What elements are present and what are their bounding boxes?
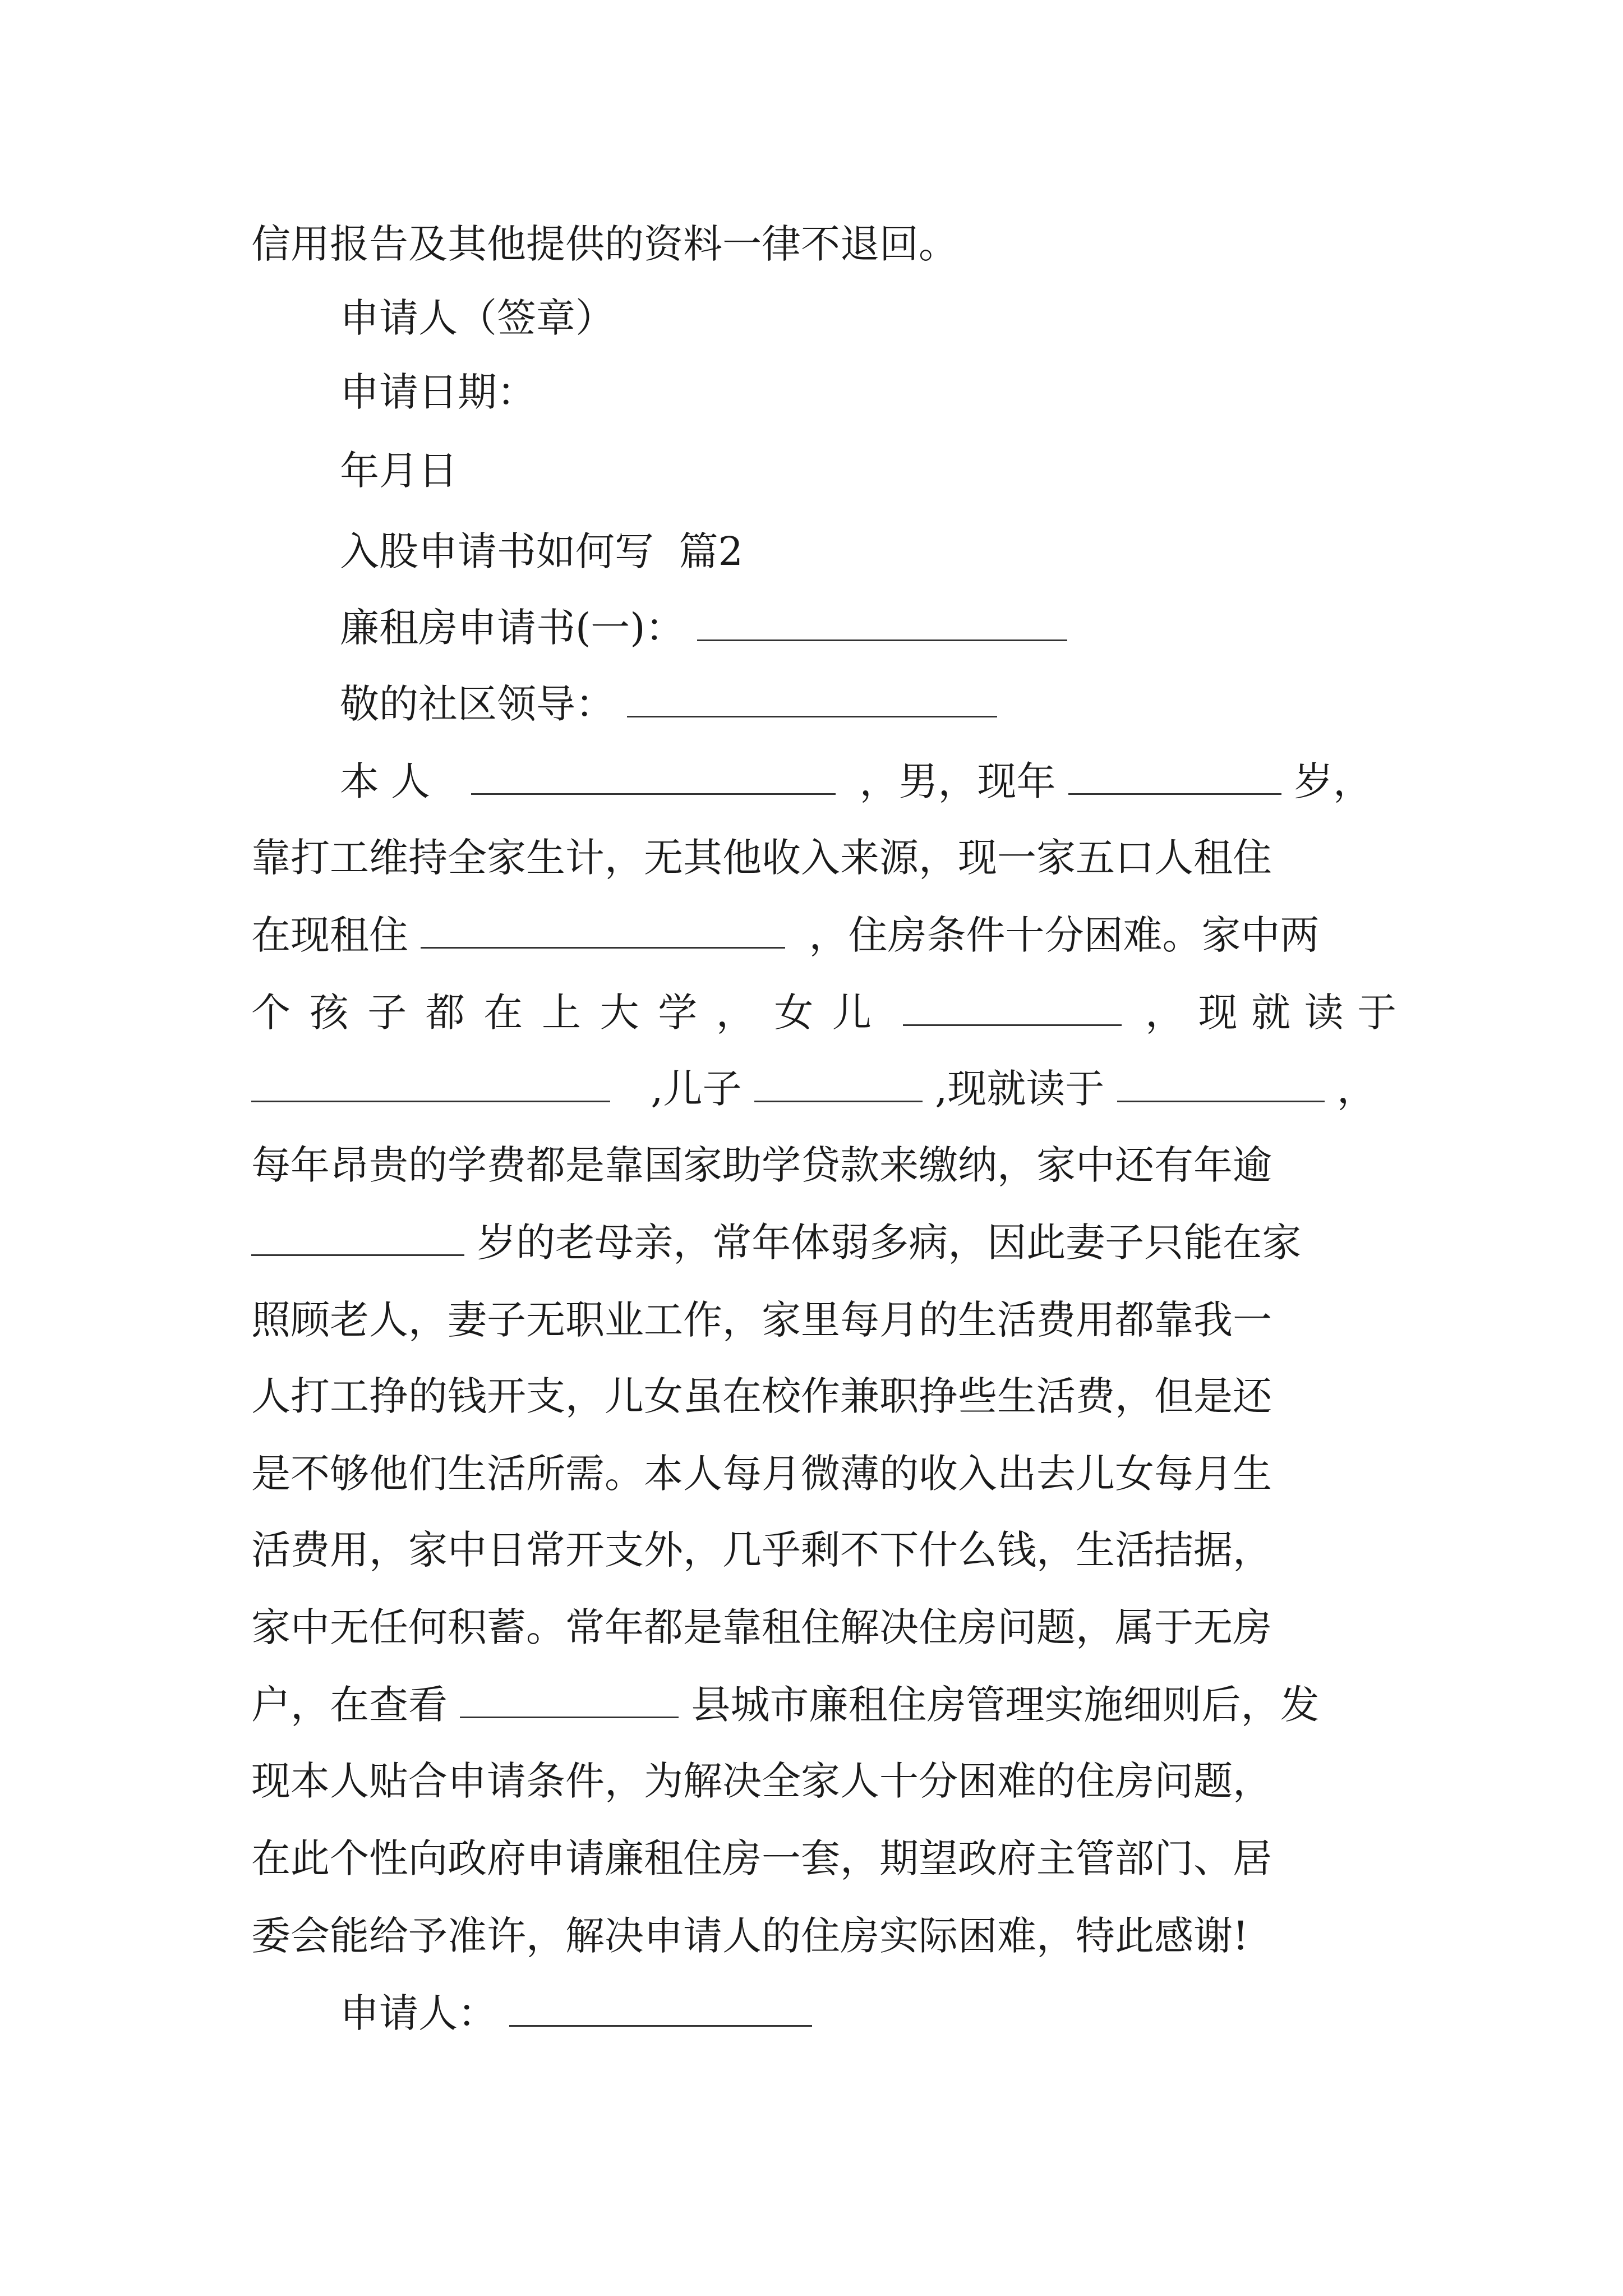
- date-units: 年月日: [340, 448, 458, 494]
- section-title-text: 入股申请书如何写 篇2: [340, 528, 744, 574]
- text: ，现就读于: [1145, 990, 1410, 1036]
- text: 每年昂贵的学费都是靠国家助学贷款来缴纳，家中还有年逾: [251, 1142, 1272, 1188]
- body-line-2: [251, 827, 1373, 889]
- text: 照顾老人，妻子无职业工作，家里每月的生活费用都靠我一: [251, 1297, 1272, 1343]
- text: 本人: [340, 758, 442, 804]
- daughter-blank: [903, 990, 1122, 1026]
- body-line-4: [251, 982, 1410, 1043]
- applicant-label: 申请人：: [340, 1990, 497, 2036]
- text: 现本人贴合申请条件，为解决全家人十分困难的住房问题，: [251, 1758, 1272, 1804]
- applicant-line: [340, 1982, 1461, 2044]
- son-blank: [754, 1066, 923, 1102]
- age-blank: [1068, 758, 1281, 795]
- name-blank: [471, 758, 836, 795]
- blank-field: [627, 681, 997, 717]
- signer-label: 申请人（签章）: [340, 295, 615, 341]
- text: 在此个性向政府申请廉租住房一套，期望政府主管部门、居: [251, 1835, 1272, 1881]
- date-label: 申请日期：: [340, 369, 536, 415]
- signer-line: [340, 287, 1461, 349]
- section-title: [340, 521, 1461, 582]
- address-blank: [421, 912, 785, 949]
- text: ，住房条件十分困难。家中两: [809, 912, 1320, 958]
- body-line-3: [251, 904, 1373, 966]
- body-line-7: [251, 1212, 1373, 1273]
- body-line-10: [251, 1443, 1373, 1504]
- body-line-9: [251, 1365, 1373, 1427]
- text: 岁，: [1294, 758, 1373, 804]
- text: 户，在查看: [251, 1682, 448, 1728]
- body-line-8: [251, 1289, 1373, 1351]
- blank-field: [697, 605, 1067, 641]
- text: ，: [1336, 1066, 1376, 1112]
- text: 信用报告及其他提供的资料一律不退回。: [251, 221, 958, 267]
- text: 人打工挣的钱开支，儿女虽在校作兼职挣些生活费，但是还: [251, 1373, 1272, 1419]
- school-blank-2: [1117, 1066, 1325, 1102]
- body-line-5: [251, 1058, 1376, 1120]
- body-line-15: [251, 1828, 1373, 1889]
- mother-age-blank: [251, 1220, 464, 1256]
- salutation: 敬的社区领导：: [340, 681, 615, 727]
- text: ，男，现年: [859, 758, 1056, 804]
- body-line-14: [251, 1750, 1373, 1812]
- text: 个孩子都在上大学，女儿: [251, 990, 891, 1036]
- text: 在现租住: [251, 912, 408, 958]
- text: 岁的老母亲，常年体弱多病，因此妻子只能在家: [477, 1220, 1302, 1266]
- body-line-16: [251, 1905, 1373, 1967]
- school-blank: [251, 1066, 610, 1102]
- body-line-12: [251, 1596, 1373, 1658]
- date-line: [340, 361, 1461, 423]
- body-line-11: [251, 1519, 1373, 1581]
- date-units-line: [340, 440, 1461, 501]
- text: 靠打工维持全家生计，无其他收入来源，现一家五口人租住: [251, 835, 1272, 881]
- text: 是不够他们生活所需。本人每月微薄的收入出去儿女每月生: [251, 1451, 1272, 1497]
- letter-title-line: [340, 597, 1461, 659]
- paragraph-tail: [251, 213, 1373, 275]
- text: 县城市廉租住房管理实施细则后，发: [691, 1682, 1320, 1728]
- salutation-line: [340, 673, 1461, 735]
- county-blank: [460, 1682, 679, 1718]
- body-line-13: [251, 1674, 1373, 1736]
- body-line-6: [251, 1134, 1373, 1196]
- text: 家中无任何积蓄。常年都是靠租住解决住房问题，属于无房: [251, 1604, 1272, 1650]
- body-line-1: [340, 751, 1461, 812]
- text: 委会能给予准许，解决申请人的住房实际困难，特此感谢!: [251, 1913, 1249, 1959]
- text: ,现就读于: [935, 1066, 1105, 1112]
- applicant-blank: [509, 1990, 812, 2027]
- letter-title: 廉租房申请书(一)：: [340, 605, 685, 651]
- text: ,儿子: [651, 1066, 742, 1112]
- text: 活费用，家中日常开支外，几乎剩不下什么钱，生活拮据，: [251, 1527, 1272, 1573]
